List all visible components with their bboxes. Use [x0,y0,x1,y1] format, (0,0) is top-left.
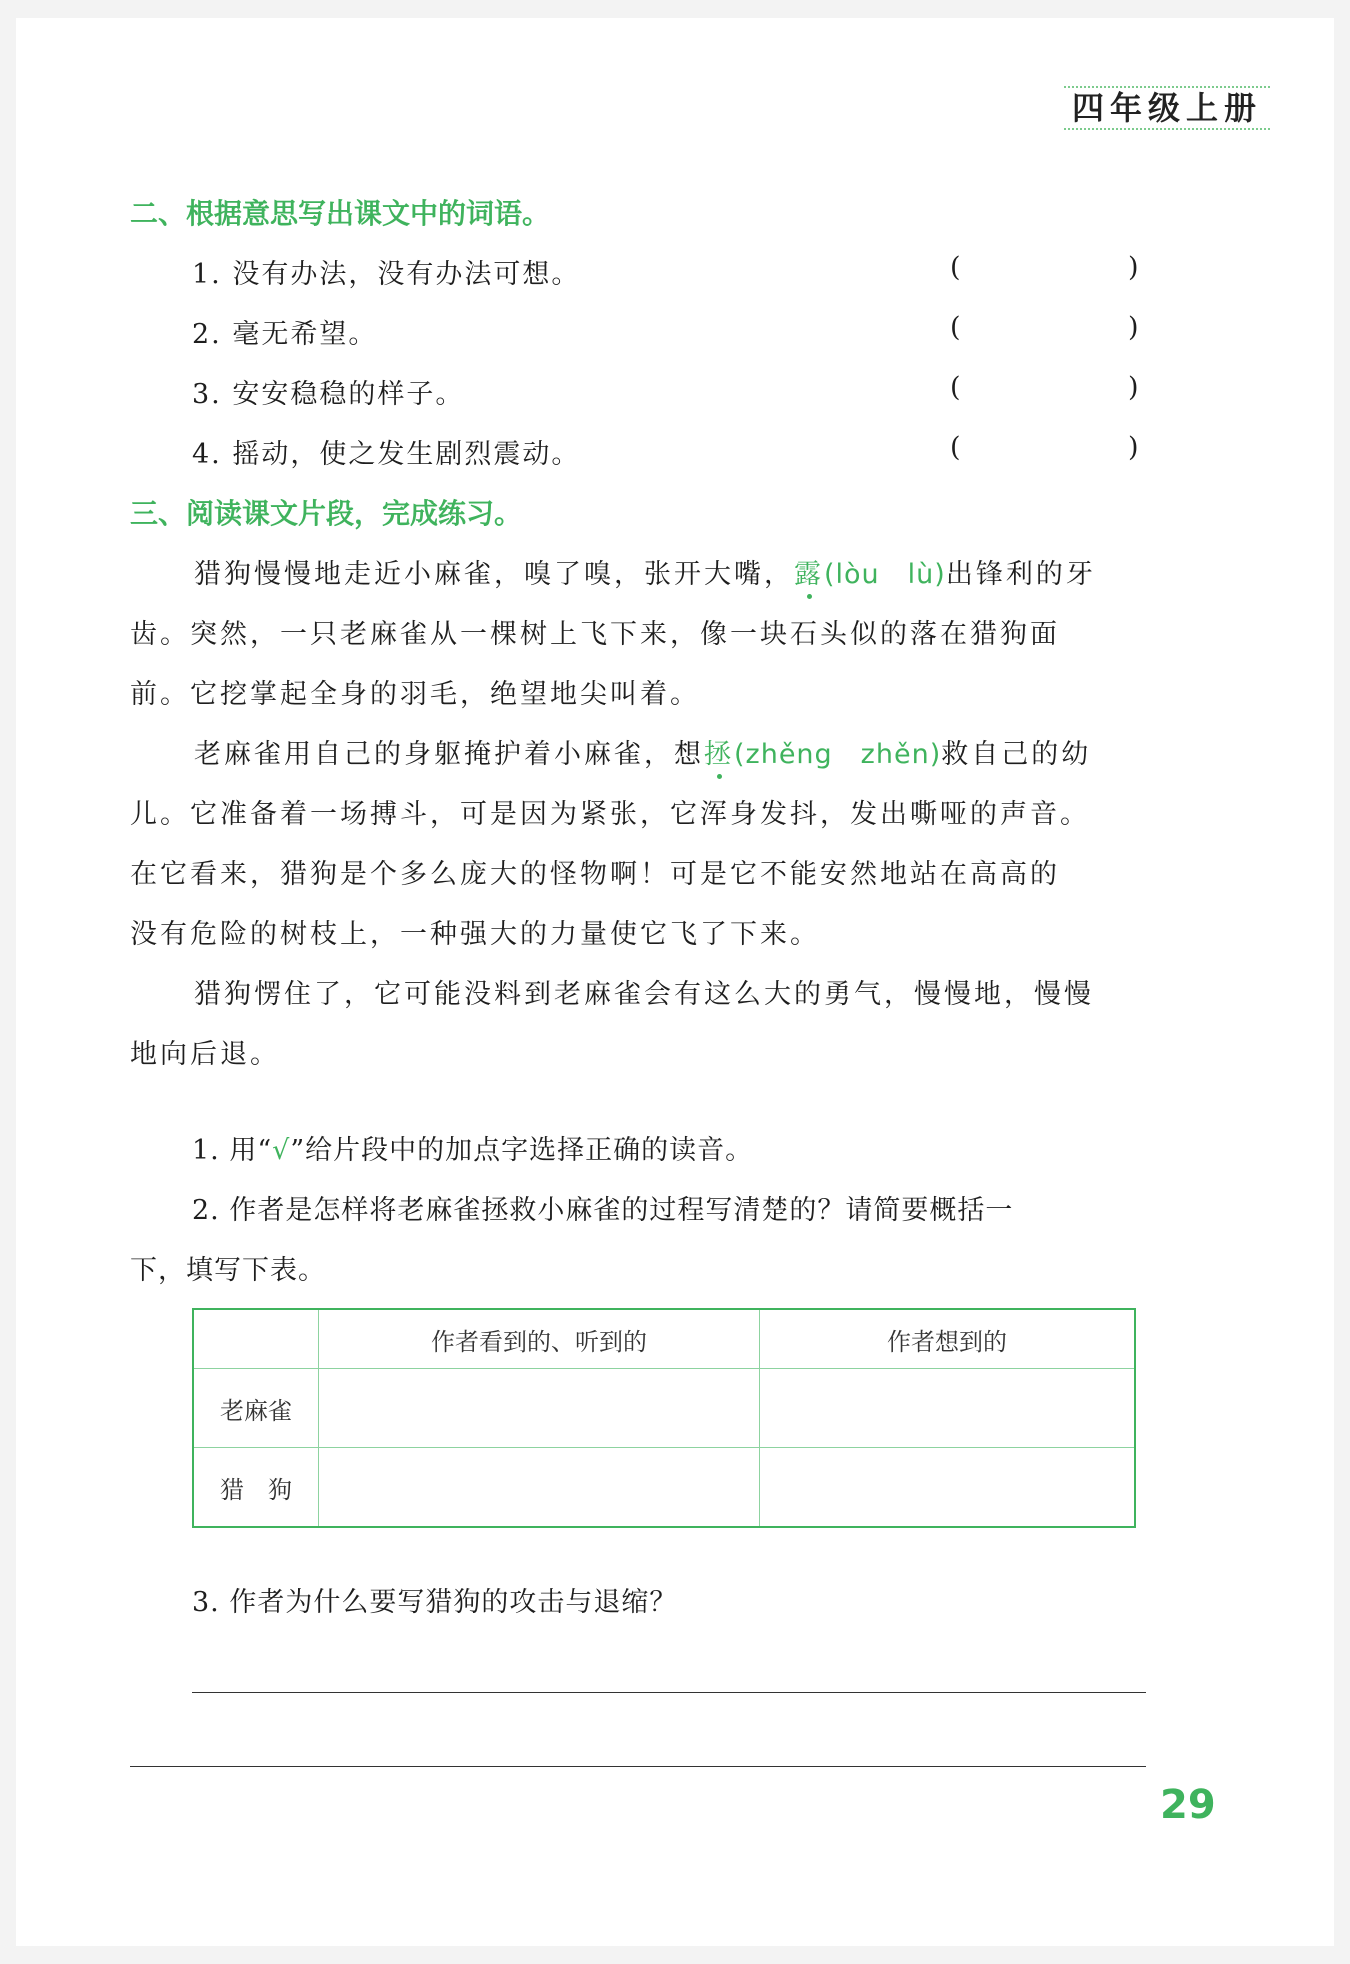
section2-item-3: 3. 安安稳稳的样子。 [192,379,465,410]
task-text: 1. 用“ [192,1135,273,1166]
table-header-row [193,1309,1135,1369]
task-text: ”给片段中的加点字选择正确的读音。 [290,1135,754,1166]
table-row [193,1369,1135,1448]
answer-paren-open-2: ( [950,312,961,343]
table-header-cell: 作者想到的 [760,1309,1136,1369]
answer-cell[interactable] [760,1369,1136,1448]
task-3: 3. 作者为什么要写猎狗的攻击与退缩？ [192,1587,678,1618]
grade-label: 四年级上册 [1064,86,1270,130]
passage-text: 猎狗慢慢地走近小麻雀，嗅了嗅，张开大嘴， [194,559,794,590]
passage-p2-line1 [194,732,1210,771]
pinyin-options: (zhěng zhěn) [734,739,942,770]
passage-text: 老麻雀用自己的身躯掩护着小麻雀，想 [194,739,704,770]
task-2-line1: 2. 作者是怎样将老麻雀拯救小麻雀的过程写清楚的？请简要概括一 [192,1195,1014,1226]
dotted-character: 拯 [704,732,734,771]
answer-paren-close-4: ) [1128,432,1139,463]
page-number: 29 [1160,1782,1216,1828]
check-mark-icon: √ [272,1135,291,1166]
passage-p2-line3: 在它看来，猎狗是个多么庞大的怪物啊！可是它不能安然地站在高高的 [130,859,1060,890]
row-label: 老麻雀 [193,1369,319,1448]
task-1 [192,1128,753,1167]
answer-paren-close-1: ) [1128,252,1139,283]
pinyin-options: (lòu lù) [824,559,946,590]
table-header-cell [193,1309,319,1369]
answer-cell[interactable] [319,1369,760,1448]
answer-paren-open-3: ( [950,372,961,403]
dotted-character: 露 [794,552,824,591]
passage-p2-line4: 没有危险的树枝上，一种强大的力量使它飞了下来。 [130,919,820,950]
table-row [193,1448,1135,1528]
section2-item-1: 1. 没有办法，没有办法可想。 [192,259,581,290]
passage-p3-line1: 猎狗愣住了，它可能没料到老麻雀会有这么大的勇气，慢慢地，慢慢 [194,979,1094,1010]
answer-cell[interactable] [760,1448,1136,1528]
answer-cell[interactable] [319,1448,760,1528]
passage-p3-line2: 地向后退。 [130,1039,280,1070]
section3-title: 三、阅读课文片段，完成练习。 [130,497,523,530]
section2-item-2: 2. 毫无希望。 [192,319,378,350]
answer-line-1[interactable] [192,1692,1146,1693]
table-header-cell: 作者看到的、听到的 [319,1309,760,1369]
passage-p1-line2: 齿。突然，一只老麻雀从一棵树上飞下来，像一块石头似的落在猎狗面 [130,619,1060,650]
answer-paren-open-4: ( [950,432,961,463]
passage-p1-line1 [194,552,1210,591]
answer-paren-close-3: ) [1128,372,1139,403]
answer-paren-close-2: ) [1128,312,1139,343]
summary-table [192,1308,1136,1528]
answer-paren-open-1: ( [950,252,961,283]
section2-title: 二、根据意思写出课文中的词语。 [130,197,551,230]
section2-item-4: 4. 摇动，使之发生剧烈震动。 [192,439,581,470]
passage-text: 救自己的幼 [941,739,1092,770]
row-label: 猎 狗 [193,1448,319,1528]
passage-text: 出锋利的牙 [945,559,1096,590]
task-2-line2: 下，填写下表。 [130,1255,326,1286]
passage-p1-line3: 前。它挖掌起全身的羽毛，绝望地尖叫着。 [130,679,700,710]
passage-p2-line2: 儿。它准备着一场搏斗，可是因为紧张，它浑身发抖，发出嘶哑的声音。 [130,799,1090,830]
answer-line-2[interactable] [130,1766,1146,1767]
